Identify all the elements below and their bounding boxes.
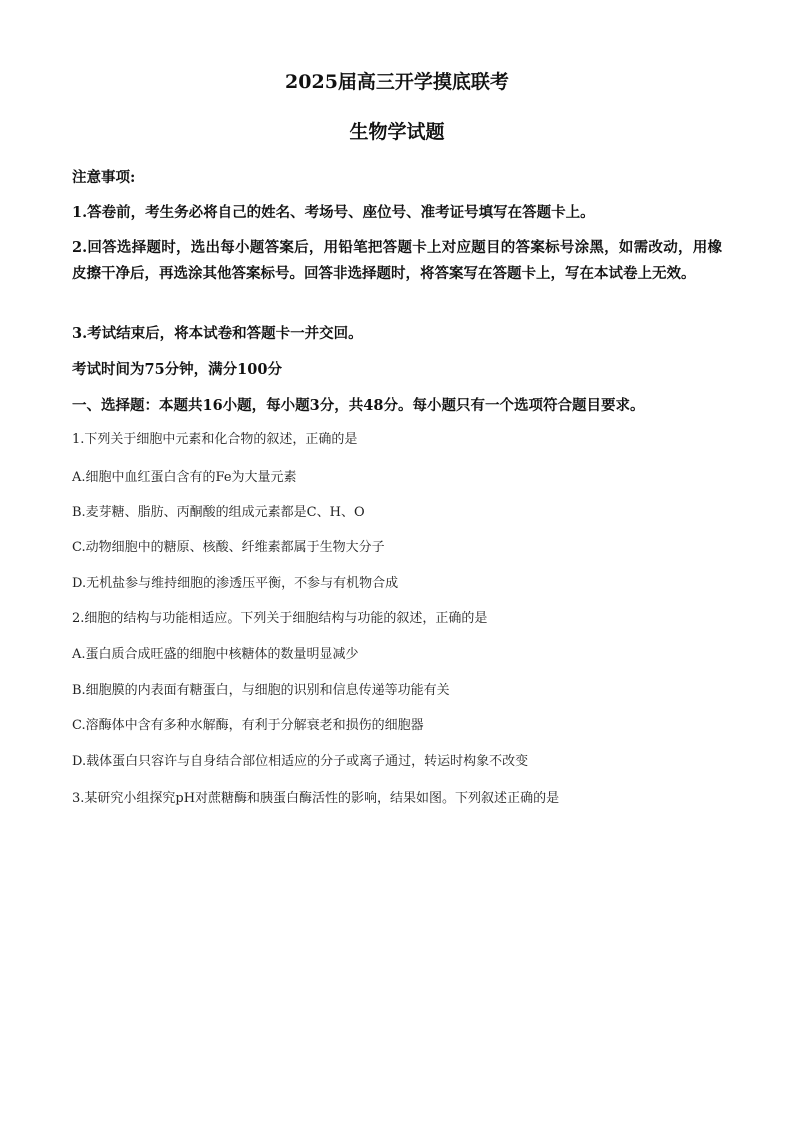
question-2-stem: 2.细胞的结构与功能相适应。下列关于细胞结构与功能的叙述，正确的是 bbox=[72, 611, 488, 626]
notice-item-2: 2.回答选择题时，选出每小题答案后，用铅笔把答题卡上对应题目的答案标号涂黑，如需改动，用橡皮擦干净后，再选涂其他答案标号。回答非选择题时，将答案写在答题卡上，写在本试卷上无效。 bbox=[72, 239, 722, 282]
exam-time-score: 考试时间为75分钟，满分100分 bbox=[72, 361, 282, 378]
question-2-option-b: B.细胞膜的内表面有糖蛋白，与细胞的识别和信息传递等功能有关 bbox=[72, 683, 450, 698]
notice-item-1: 1.答卷前，考生务必将自己的姓名、考场号、座位号、准考证号填写在答题卡上。 bbox=[72, 204, 595, 221]
notice-item-3: 3.考试结束后，将本试卷和答题卡一并交回。 bbox=[72, 325, 363, 342]
question-3-stem: 3.某研究小组探究pH对蔗糖酶和胰蛋白酶活性的影响，结果如图。下列叙述正确的是 bbox=[72, 791, 560, 806]
section-heading: 一、选择题：本题共16小题，每小题3分，共48分。每小题只有一个选项符合题目要求。 bbox=[72, 397, 645, 414]
question-2-option-c: C.溶酶体中含有多种水解酶，有利于分解衰老和损伤的细胞器 bbox=[72, 718, 424, 733]
question-2-option-d: D.载体蛋白只容许与自身结合部位相适应的分子或离子通过，转运时构象不改变 bbox=[72, 754, 529, 769]
question-1-option-b: B.麦芽糖、脂肪、丙酮酸的组成元素都是C、H、O bbox=[72, 505, 365, 520]
exam-subject-title: 生物学试题 bbox=[349, 121, 445, 143]
question-1-option-c: C.动物细胞中的糖原、核酸、纤维素都属于生物大分子 bbox=[72, 540, 385, 555]
notice-heading: 注意事项: bbox=[72, 169, 136, 186]
question-2-option-a: A.蛋白质合成旺盛的细胞中核糖体的数量明显减少 bbox=[72, 647, 359, 662]
exam-title: 2025届高三开学摸底联考 bbox=[285, 71, 509, 93]
question-1-option-a: A.细胞中血红蛋白含有的Fe为大量元素 bbox=[72, 470, 297, 485]
question-1-option-d: D.无机盐参与维持细胞的渗透压平衡，不参与有机物合成 bbox=[72, 576, 399, 591]
question-1-stem: 1.下列关于细胞中元素和化合物的叙述，正确的是 bbox=[72, 432, 358, 447]
